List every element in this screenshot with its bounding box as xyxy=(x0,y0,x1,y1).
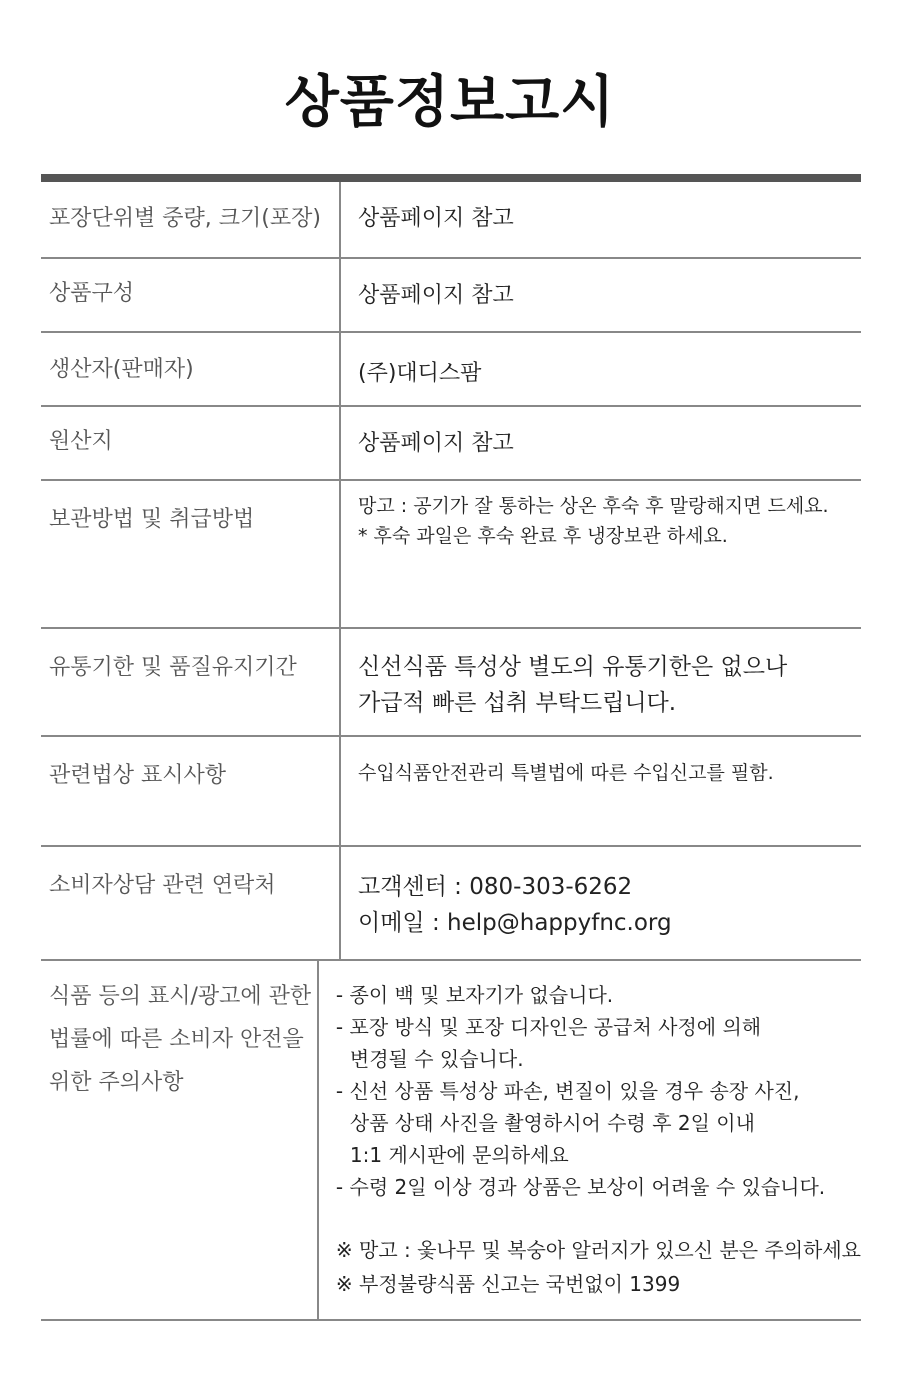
row-value xyxy=(341,407,861,479)
row-label: 관련법상 표시사항 xyxy=(41,737,341,845)
note-item: ※ 부정불량식품 신고는 국번없이 1399 xyxy=(335,1272,681,1296)
notes-spacer xyxy=(336,1203,861,1233)
table-row xyxy=(41,407,861,481)
row-value xyxy=(341,259,861,331)
row-label: 소비자상담 관련 연락처 xyxy=(41,847,341,959)
row-label: 생산자(판매자) xyxy=(41,333,341,405)
row-value xyxy=(341,333,861,405)
value-line: 고객센터 : 080-303-6262 xyxy=(358,874,633,900)
caution-item: - 종이 백 및 보자기가 없습니다. xyxy=(335,983,614,1007)
label-line: 식품 등의 표시/광고에 관한 xyxy=(49,984,312,1009)
caution-item: - 수령 2일 이상 경과 상품은 보상이 어려울 수 있습니다. xyxy=(335,1175,826,1199)
table-row xyxy=(41,481,861,629)
table-row xyxy=(41,629,861,737)
value-line: 상품페이지 참고 xyxy=(358,206,514,231)
row-label: 원산지 xyxy=(41,407,341,479)
label-line: 법률에 따른 소비자 안전을 xyxy=(49,1027,304,1052)
row-value xyxy=(341,847,861,959)
caution-item-continued: 변경될 수 있습니다. xyxy=(349,1047,524,1071)
value-line: (주)대디스팜 xyxy=(358,361,482,386)
table-row xyxy=(41,847,861,961)
note-item: ※ 망고 : 옻나무 및 복숭아 알러지가 있으신 분은 주의하세요 xyxy=(335,1238,861,1262)
row-value xyxy=(341,629,861,735)
value-line: 상품페이지 참고 xyxy=(358,283,514,308)
row-value xyxy=(341,481,861,627)
row-label xyxy=(41,961,319,1319)
value-line: 이메일 : help@happyfnc.org xyxy=(358,910,672,936)
table-row xyxy=(41,333,861,407)
value-line: 신선식품 특성상 별도의 유통기한은 없으나 xyxy=(358,654,788,680)
value-line: 수입식품안전관리 특별법에 따른 수입신고를 필함. xyxy=(358,762,774,784)
row-label: 보관방법 및 취급방법 xyxy=(41,481,341,627)
caution-item: - 신선 상품 특성상 파손, 변질이 있을 경우 송장 사진, xyxy=(335,1079,800,1103)
value-line: * 후숙 과일은 후숙 완료 후 냉장보관 하세요. xyxy=(358,525,728,547)
value-line: 망고 : 공기가 잘 통하는 상온 후숙 후 말랑해지면 드세요. xyxy=(358,495,829,517)
table-row xyxy=(41,737,861,847)
row-value xyxy=(341,182,861,257)
row-label: 유통기한 및 품질유지기간 xyxy=(41,629,341,735)
row-value xyxy=(341,737,861,845)
row-label: 상품구성 xyxy=(41,259,341,331)
page-title: 상품정보고시 xyxy=(284,70,616,135)
value-line: 상품페이지 참고 xyxy=(358,431,514,456)
table-row xyxy=(41,182,861,259)
row-label: 포장단위별 중량, 크기(포장) xyxy=(41,182,341,257)
table-top-rule xyxy=(41,174,861,182)
row-value xyxy=(319,961,861,1319)
product-info-table xyxy=(41,182,861,1321)
table-row xyxy=(41,259,861,333)
caution-item: - 포장 방식 및 포장 디자인은 공급처 사정에 의해 xyxy=(335,1015,762,1039)
value-line: 가급적 빠른 섭취 부탁드립니다. xyxy=(358,690,677,716)
caution-item-continued: 1:1 게시판에 문의하세요 xyxy=(349,1143,569,1167)
label-line: 위한 주의사항 xyxy=(49,1070,184,1095)
table-row xyxy=(41,961,861,1321)
caution-item-continued: 상품 상태 사진을 촬영하시어 수령 후 2일 이내 xyxy=(349,1111,755,1135)
